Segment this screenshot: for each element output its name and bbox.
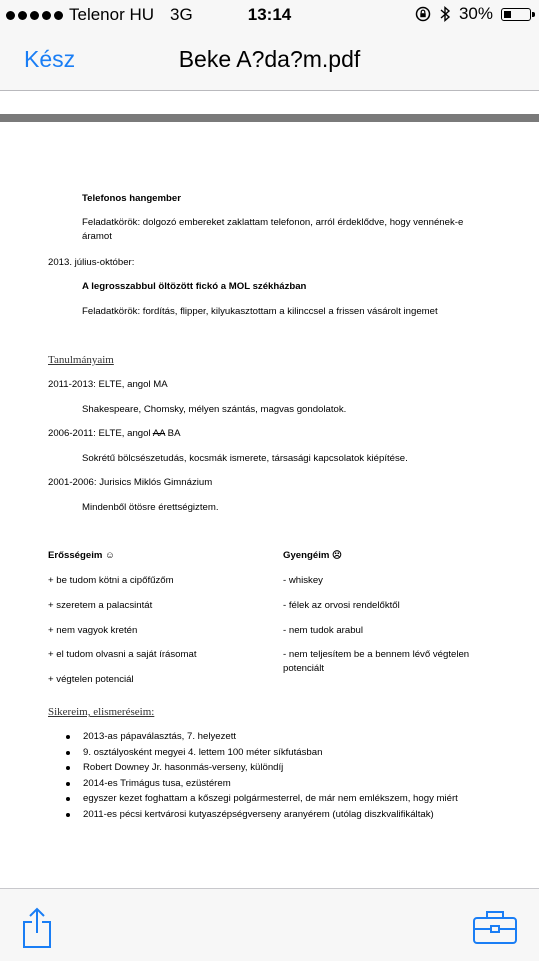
strength-item: + be tudom kötni a cipőfűzőm [48, 575, 174, 586]
job2-description: Feladatkörök: fordítás, flipper, kilyukasztottam a kilinccsel a frissen vásárolt ingemet [82, 306, 438, 317]
strength-item: + el tudom olvasni a saját írásomat [48, 649, 197, 660]
toolbox-icon[interactable] [472, 909, 518, 945]
rotation-lock-icon [415, 6, 431, 22]
education-item-1-desc: Shakespeare, Chomsky, mélyen szántás, magvas gondolatok. [82, 404, 347, 415]
list-item: 9. osztályosként megyei 4. lettem 100 méter síkfutásban [65, 745, 458, 761]
achievements-heading: Sikereim, elismeréseim: [48, 706, 155, 718]
struck-text: AA [152, 428, 166, 439]
bluetooth-icon [439, 5, 451, 23]
done-button[interactable]: Kész [24, 46, 76, 72]
carrier-name: Telenor HU [69, 5, 155, 24]
status-bar [0, 0, 539, 30]
status-time: 13:14 [247, 5, 292, 24]
status-right [415, 4, 531, 24]
strength-item: + szeretem a palacsintát [48, 600, 153, 611]
weakness-item: - whiskey [283, 575, 323, 586]
education-item-3-date: 2001-2006: Jurisics Miklós Gimnázium [48, 477, 213, 488]
weakness-item: - félek az orvosi rendelőktől [283, 600, 400, 611]
strengths-heading: Erősségeim ☺ [48, 550, 115, 561]
list-item: 2014-es Trimágus tusa, ezüstérem [65, 776, 458, 792]
weakness-item: - nem teljesítem be a bennem lévő végtelen potenciált [283, 649, 470, 674]
document-title: Beke A?da?m.pdf [178, 46, 361, 72]
achievements-list [65, 729, 458, 822]
list-item: Robert Downey Jr. hasonmás-verseny, különdíj [65, 760, 458, 776]
bottom-toolbar [0, 888, 539, 961]
battery-icon [501, 8, 531, 21]
strength-item: + nem vagyok kretén [48, 625, 138, 636]
job1-title: Telefonos hangember [82, 193, 181, 204]
education-item-3-desc: Mindenből ötösre érettségiztem. [82, 502, 219, 513]
weaknesses-heading: Gyengéim ☹ [283, 550, 343, 561]
job2-date: 2013. július-október: [48, 257, 135, 268]
pdf-page[interactable] [0, 122, 539, 888]
strength-item: + végtelen potenciál [48, 674, 134, 685]
navigation-bar [0, 30, 539, 91]
job1-description: Feladatkörök: dolgozó embereket zaklattam telefonon, arról érdeklődve, hogy vennének-e áramot [82, 217, 464, 242]
list-item: 2011-es pécsi kertvárosi kutyaszépségverseny aranyérem (utólag diszkvalifikáltak) [65, 807, 458, 823]
list-item: egyszer kezet foghattam a kőszegi polgármesterrel, de már nem emlékszem, hogy miért [65, 791, 458, 807]
network-type: 3G [170, 5, 193, 24]
education-item-1-date: 2011-2013: ELTE, angol MA [48, 379, 168, 390]
education-item-2-date: 2006-2011: ELTE, angol AA BA [48, 428, 181, 439]
education-item-2-desc: Sokrétű bölcsészetudás, kocsmák ismerete, társasági kapcsolatok kiépítése. [82, 453, 408, 464]
list-item: 2013-as pápaválasztás, 7. helyezett [65, 729, 458, 745]
weakness-item: - nem tudok arabul [283, 625, 363, 636]
battery-percent: 30% [458, 4, 493, 23]
share-icon[interactable] [22, 907, 52, 949]
document-top-edge [0, 114, 539, 122]
job2-title: A legrosszabbul öltözött fickó a MOL székházban [82, 281, 307, 292]
education-heading: Tanulmányaim [48, 354, 114, 366]
